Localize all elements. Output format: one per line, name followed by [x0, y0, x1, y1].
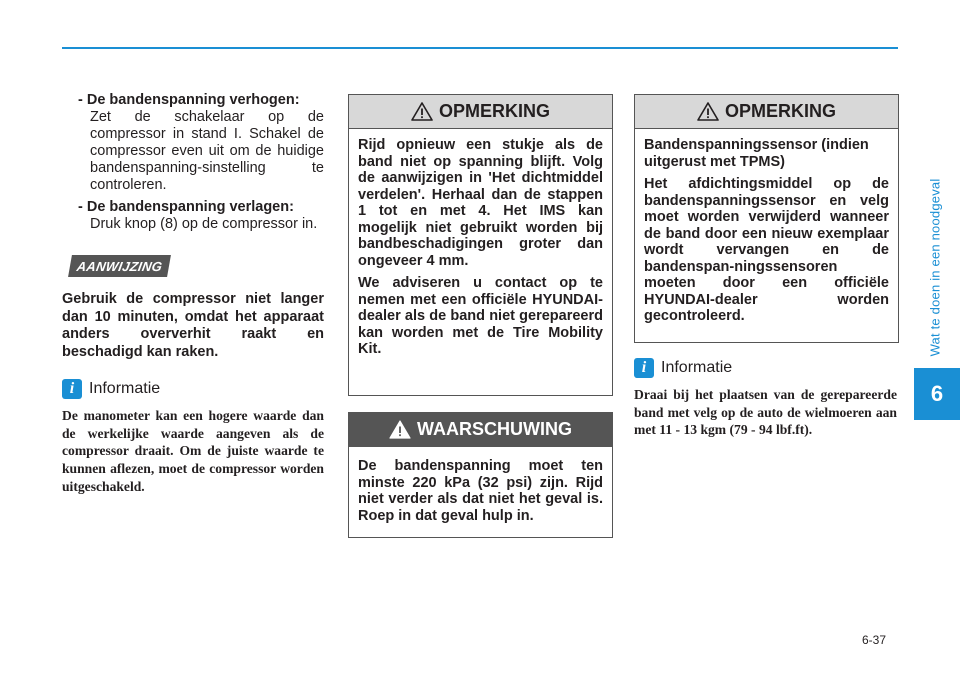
info-title: Informatie [89, 380, 161, 397]
page-number: 6-37 [862, 633, 887, 647]
opmerking-header [349, 95, 612, 129]
info-heading [634, 358, 897, 378]
opmerking-header [635, 95, 898, 129]
aanwijzing-text: Gebruik de compressor niet langer dan 10 minuten, omdat het apparaat anders oververhit raakt en beschadigd kan raken. [62, 291, 324, 360]
column-left [62, 92, 324, 496]
info-text: De manometer kan een hogere waarde dan de werkelijke waarde aangeven als de compressor draait. Om de juiste waarde te kunnen aflezen, moet de compressor worden uitgeschakeld. [62, 408, 324, 494]
info-heading [62, 379, 324, 399]
info-title: Informatie [661, 359, 733, 376]
bullet-body: Zet de schakelaar op de compressor in stand I. Schakel de compressor even uit om de huidige bandenspanning-sinstelling te controleren. [90, 109, 324, 193]
opmerking-paragraph: We adviseren u contact op te nemen met een officiële HYUNDAI-dealer als de band niet gerepareerd kan worden met de Tire Mobility Kit. [358, 275, 603, 357]
warning-triangle-icon [697, 102, 719, 121]
waarschuwing-header [349, 413, 612, 447]
bullet-head: - De bandenspanning verhogen: [78, 92, 300, 108]
aanwijzing-label: AANWIJZING [68, 255, 171, 277]
bullet-decrease-pressure [62, 199, 324, 233]
column-right-info [634, 350, 897, 439]
bullet-body: Druk knop (8) op de compressor in. [90, 216, 318, 232]
info-icon: i [62, 379, 82, 399]
bullet-increase-pressure [62, 92, 324, 194]
opmerking-title: OPMERKING [438, 101, 550, 121]
bullet-head: - De bandenspanning verlagen: [78, 199, 294, 215]
warning-triangle-icon [411, 102, 433, 121]
opmerking-box-tpms [634, 94, 899, 343]
opmerking-paragraph: Bandenspanningssensor (indien uitgerust met TPMS) [644, 137, 869, 170]
waarschuwing-paragraph: De bandenspanning moet ten minste 220 kPa (32 psi) zijn. Rijd niet verder als dat niet het geval is. Roep in dat geval hulp in. [358, 458, 603, 524]
warning-triangle-icon [389, 420, 411, 439]
opmerking-body [349, 129, 612, 358]
info-text: Draai bij het plaatsen van de gerepareerde band met velg op de auto de wielmoeren aan met 11 - 13 kgm (79 - 94 lbf.ft). [634, 387, 897, 438]
chapter-title: Wat te doen in een noodgeval [927, 178, 943, 357]
chapter-number-tab: 6 [914, 368, 960, 420]
chapter-side-tab [922, 165, 948, 370]
opmerking-paragraph: Rijd opnieuw een stukje als de band niet op spanning blijft. Volg de aanwijzigen in 'Het dichtmiddel verdelen'. Herhaal dan de stappen 1 tot en met 4. Het IMS kan mogelijk niet gebruikt worden bij bandbeschadigingen groter dan ongeveer 4 mm. [358, 137, 603, 269]
waarschuwing-title: WAARSCHUWING [417, 419, 572, 439]
opmerking-title: OPMERKING [724, 101, 836, 121]
opmerking-paragraph: Het afdichtingsmiddel op de bandenspanningssensor en velg moet worden verwijderd wanneer de band door een nieuw exemplaar wordt vervangen en de bandenspan-ningssensoren moeten door een officiële HYUNDAI-dealer worden gecontroleerd. [644, 176, 889, 324]
waarschuwing-box [348, 412, 613, 538]
opmerking-body [635, 129, 898, 325]
opmerking-box [348, 94, 613, 396]
header-rule [62, 47, 898, 49]
info-icon: i [634, 358, 654, 378]
waarschuwing-body [349, 447, 612, 524]
